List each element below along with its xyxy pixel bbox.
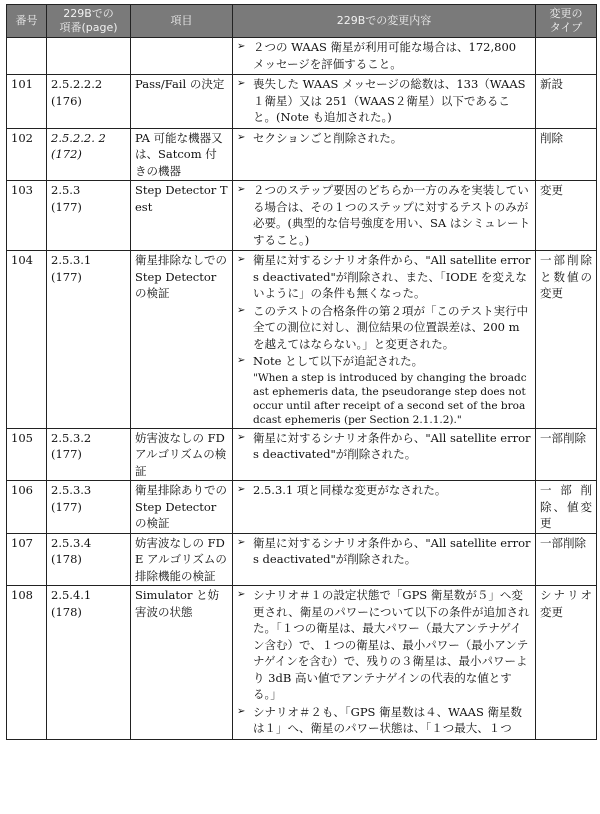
- change-type: 変更: [536, 181, 597, 251]
- change-type: 削除: [536, 128, 597, 181]
- change-item: [237, 535, 531, 568]
- arrow-bullet-icon: ➢: [237, 705, 246, 717]
- item-cell: 妨害波なしの FDE アルゴリズムの排除機能の検証: [131, 533, 233, 586]
- section-cell: [47, 75, 131, 129]
- change-text: シナリオ＃２も、「GPS 衛星数は４、WAAS 衛星数は１」へ、衛星のパワー状態は、「１つ最大、１つ: [253, 704, 522, 735]
- changes-cell: [233, 251, 536, 429]
- change-type: 一部削除、値変更: [536, 481, 597, 534]
- changes-cell: [233, 75, 536, 129]
- arrow-bullet-icon: ➢: [237, 484, 246, 495]
- arrow-bullet-icon: ➢: [237, 131, 246, 143]
- change-text: シナリオ＃１の設定状態で「GPS 衛星数が５」へ変更され、衛星のパワーについて以下の条件が追加された。「１つの衛星は、最大パワー（最大アンテナゲイン含む）で、１つの衛星は、最小パワー（最小アンテナゲインを含む）で、残りの３衛星は、最小パワーより 3dB 高い値でアンテナゲインの代表的な値とする。」: [253, 588, 530, 701]
- changes-cell: [233, 128, 536, 181]
- change-item: [237, 587, 531, 703]
- change-item: [237, 482, 531, 499]
- change-list: [237, 76, 531, 126]
- row-number: 107: [7, 533, 47, 586]
- section-number: 2.5.2.2.2: [51, 77, 103, 91]
- section-page: (177): [51, 499, 82, 514]
- table-row: [7, 428, 597, 481]
- arrow-bullet-icon: ➢: [237, 589, 246, 600]
- row-number: 101: [7, 75, 47, 129]
- item-cell: Simulator と妨害波の状態: [131, 586, 233, 740]
- table-row: [7, 181, 597, 251]
- section-number: 2.5.3: [51, 183, 81, 197]
- arrow-bullet-icon: ➢: [237, 431, 246, 443]
- section-number: 2.5.3.2: [51, 430, 92, 445]
- header-item: 項目: [131, 5, 233, 38]
- header-row: [7, 5, 597, 38]
- item-cell: Step Detector Test: [131, 181, 233, 251]
- section-number: 2.5.4.1: [51, 588, 92, 602]
- row-number: 103: [7, 181, 47, 251]
- section-page: (178): [51, 604, 82, 619]
- section-cell: [47, 38, 131, 75]
- section-page: (177): [51, 269, 82, 284]
- row-number: [7, 38, 47, 75]
- section-cell: [47, 181, 131, 251]
- change-list: [237, 130, 531, 147]
- section-number: 2.5.3.1: [51, 253, 92, 267]
- section-page: (177): [51, 447, 82, 461]
- section-cell: [47, 533, 131, 586]
- english-note: "When a step is introduced by changing the broadcast ephemeris data, the pseudorange step does not occur until after receipt of a second set of the broadcast ephemeris (per Section 2.1.1.2).": [253, 371, 527, 426]
- change-text: ２つの WAAS 衛星が利用可能な場合は、172,800 メッセージを評価すること。: [253, 40, 517, 71]
- change-item: [237, 353, 531, 370]
- header-no: 番号: [7, 5, 47, 38]
- item-cell: 妨害波なしの FD アルゴリズムの検証: [131, 428, 233, 481]
- table-row: [7, 481, 597, 534]
- item-cell: 衛星排除ありでの Step Detector の検証: [131, 481, 233, 534]
- change-type: 新設: [536, 75, 597, 129]
- change-list: [237, 535, 531, 568]
- change-type: [536, 38, 597, 75]
- arrow-bullet-icon: ➢: [237, 184, 246, 195]
- row-number: 105: [7, 428, 47, 481]
- section-page: (178): [51, 552, 82, 566]
- section-cell: [47, 128, 131, 181]
- change-text: 2.5.3.1 項と同様な変更がなされた。: [253, 483, 447, 497]
- row-number: 106: [7, 481, 47, 534]
- section-cell: [47, 481, 131, 534]
- change-item: [237, 303, 531, 353]
- item-cell: PA 可能な機器又は、Satcom 付きの機器: [131, 128, 233, 181]
- arrow-bullet-icon: ➢: [237, 41, 246, 52]
- changes-cell: [233, 38, 536, 75]
- section-number: 2.5.3.4: [51, 535, 92, 550]
- change-item: [237, 430, 531, 463]
- table-row: [7, 533, 597, 586]
- row-number: 108: [7, 586, 47, 740]
- table-row: [7, 128, 597, 181]
- change-text: 衛星に対するシナリオ条件から、"All satellite errors deactivated"が削除された。: [253, 535, 531, 566]
- change-text: このテストの合格条件の第２項が「このテスト実行中全ての測位に対し、測位結果の位置誤差は、200 m を越えてはならない。」と変更された。: [253, 303, 529, 351]
- changes-cell: [233, 586, 536, 740]
- change-text: ２つのステップ要因のどちらか一方のみを実装している場合は、その１つのステップに対するテストのみが必要。(典型的な信号強度を用い、SA はシミュレートすること。): [253, 183, 531, 247]
- change-text: 喪失した WAAS メッセージの総数は、133（WAAS１衛星）又は 251（WAAS２衛星）以下であること。(Note も追加された。): [253, 77, 526, 124]
- changes-table: [6, 4, 597, 740]
- change-item: [237, 704, 531, 737]
- header-changes: 229Bでの変更内容: [233, 5, 536, 38]
- section-page: (177): [51, 199, 82, 214]
- change-text: セクションごと削除された。: [253, 130, 403, 145]
- changes-cell: [233, 481, 536, 534]
- change-list: [237, 39, 531, 72]
- arrow-bullet-icon: ➢: [237, 78, 246, 89]
- change-text: 衛星に対するシナリオ条件から、"All satellite errors deactivated"が削除された。: [253, 430, 531, 461]
- table-row: [7, 38, 597, 75]
- section-page: (172): [51, 147, 82, 161]
- change-list: [237, 482, 531, 499]
- row-number: 104: [7, 251, 47, 429]
- arrow-bullet-icon: ➢: [237, 355, 246, 366]
- change-list: [237, 587, 531, 737]
- change-text: Note として以下が追記された。: [253, 354, 424, 368]
- arrow-bullet-icon: ➢: [237, 254, 246, 265]
- change-type: 一部削除: [536, 533, 597, 586]
- item-cell: Pass/Fail の決定: [131, 75, 233, 129]
- changes-cell: [233, 533, 536, 586]
- change-list: [237, 252, 531, 370]
- row-number: 102: [7, 128, 47, 181]
- section-number: 2.5.3.3: [51, 483, 92, 497]
- table-row: [7, 75, 597, 129]
- header-type: 変更の タイプ: [536, 5, 597, 38]
- section-number: 2.5.2.2. 2: [51, 130, 106, 145]
- change-list: [237, 430, 531, 463]
- change-type: シナリオ変更: [536, 586, 597, 740]
- changes-cell: [233, 428, 536, 481]
- arrow-bullet-icon: ➢: [237, 304, 246, 316]
- section-cell: [47, 428, 131, 481]
- section-cell: [47, 251, 131, 429]
- changes-cell: [233, 181, 536, 251]
- section-page: (176): [51, 93, 82, 108]
- table-row: [7, 251, 597, 429]
- section-cell: [47, 586, 131, 740]
- change-text: 衛星に対するシナリオ条件から、"All satellite errors deactivated"が削除され、また、「IODE を変えないように」の条件も無くなった。: [253, 253, 531, 300]
- change-list: [237, 182, 531, 248]
- change-item: [237, 182, 531, 248]
- change-item: [237, 76, 531, 126]
- change-item: [237, 39, 531, 72]
- table-row: [7, 586, 597, 740]
- item-cell: [131, 38, 233, 75]
- change-item: [237, 130, 531, 147]
- header-section: 229Bでの 項番(page): [47, 5, 131, 38]
- change-type: 一部削除と数値の変更: [536, 251, 597, 429]
- item-cell: 衛星排除なしでの Step Detector の検証: [131, 251, 233, 429]
- change-item: [237, 252, 531, 302]
- arrow-bullet-icon: ➢: [237, 536, 246, 548]
- change-type: 一部削除: [536, 428, 597, 481]
